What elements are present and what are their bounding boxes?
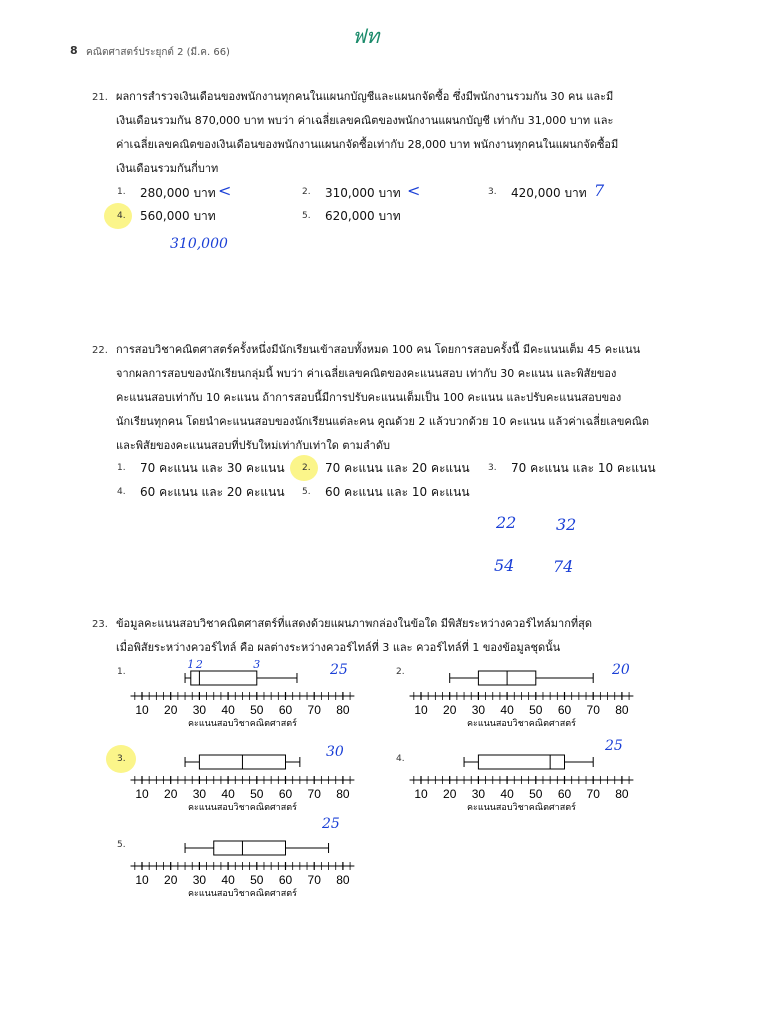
tick-label: 50 [250, 703, 264, 717]
q22-line: และพิสัยของคะแนนสอบที่ปรับใหม่เท่ากับเท่าใด ตามลำดับ [116, 439, 390, 452]
q22-line: จากผลการสอบของนักเรียนกลุ่มนี้ พบว่า ค่าเฉลี่ยเลขคณิตของคะแนนสอบ เท่ากับ 30 คะแนน และพิสัยของ [116, 367, 617, 380]
q21-option-mark: 7 [594, 181, 605, 200]
q22-text [116, 338, 696, 458]
tick-label: 40 [221, 703, 235, 717]
tick-label: 80 [336, 703, 350, 717]
q22-number: 22. [92, 345, 108, 356]
tick-label: 30 [471, 703, 486, 717]
q21-line: ค่าเฉลี่ยเลขคณิตของเงินเดือนของพนักงานแผนกจัดซื้อเท่ากับ 28,000 บาท พนักงานทุกคนในแผนกจัดซื้อมี [116, 138, 619, 151]
tick-label: 80 [336, 873, 350, 887]
tick-label: 70 [586, 703, 600, 717]
boxplot-number: 4. [396, 754, 405, 764]
page-number: 8 [70, 44, 78, 57]
axis-label: คะแนนสอบวิชาคณิตศาสตร์ [187, 719, 297, 729]
q23-text [116, 612, 696, 660]
q23-number: 23. [92, 619, 108, 630]
handwritten-note: 54 [494, 556, 515, 575]
tick-label: 70 [307, 873, 321, 887]
tick-label: 50 [529, 787, 543, 801]
tick-label: 30 [192, 873, 207, 887]
tick-label: 60 [278, 703, 293, 717]
boxplot-number: 2. [396, 667, 405, 677]
handwritten-note: 74 [553, 557, 574, 576]
q22-option-text: 60 คะแนน และ 10 คะแนน [325, 485, 470, 499]
boxplot-number: 3. [117, 754, 126, 764]
axis-label: คะแนนสอบวิชาคณิตศาสตร์ [466, 719, 576, 729]
handwritten-note: 22 [496, 513, 517, 532]
q22-option-text: 70 คะแนน และ 10 คะแนน [511, 461, 656, 475]
q21-line: เงินเดือนรวมกัน 870,000 บาท พบว่า ค่าเฉลี่ยเลขคณิตของพนักงานแผนกบัญชี เท่ากับ 31,000 บาท และ [116, 114, 614, 127]
boxplot-svg [126, 840, 366, 899]
tick-label: 60 [557, 703, 572, 717]
tick-label: 50 [250, 873, 264, 887]
handwritten-note: 25 [322, 816, 340, 832]
tick-label: 70 [307, 703, 321, 717]
q22-option-number: 4. [117, 487, 126, 497]
handwritten-note: 25 [605, 738, 623, 754]
q23-line: เมื่อพิสัยระหว่างควอร์ไทล์ คือ ผลต่างระหว่างควอร์ไทล์ที่ 3 และ ควอร์ไทล์ที่ 1 ของข้อมูลชุดนั้น [116, 641, 561, 654]
q21-option-number: 4. [117, 211, 126, 221]
tick-label: 60 [278, 787, 293, 801]
q21-option-number: 1. [117, 187, 126, 197]
quartile-annotation: 3 [253, 658, 261, 671]
q21-option-number: 3. [488, 187, 497, 197]
tick-label: 30 [471, 787, 486, 801]
box [214, 841, 286, 855]
tick-label: 80 [336, 787, 350, 801]
q21-text [116, 85, 696, 181]
q22-option-number: 3. [488, 463, 497, 473]
tick-label: 40 [500, 703, 514, 717]
handwritten-note: 25 [330, 662, 348, 678]
handwritten-note: 310,000 [170, 236, 228, 252]
boxplot-svg [126, 754, 366, 813]
boxplot-number: 1. [117, 667, 126, 677]
axis-label: คะแนนสอบวิชาคณิตศาสตร์ [466, 803, 576, 813]
quartile-annotation: 2 [195, 658, 203, 671]
tick-label: 60 [278, 873, 293, 887]
q21-option-text: 310,000 บาท [325, 186, 401, 200]
tick-label: 10 [414, 703, 428, 717]
q23-line: ข้อมูลคะแนนสอบวิชาคณิตศาสตร์ที่แสดงด้วยแผนภาพกล่องในข้อใด มีพิสัยระหว่างควอร์ไทล์มากที่สุด [116, 617, 592, 630]
handwritten-stamp: ฟท [352, 24, 380, 48]
tick-label: 20 [164, 787, 178, 801]
q21-option-number: 5. [302, 211, 311, 221]
tick-label: 80 [615, 787, 629, 801]
q21-option-text: 280,000 บาท [140, 186, 216, 200]
q21-option-number: 2. [302, 187, 311, 197]
q22-line: การสอบวิชาคณิตศาสตร์ครั้งหนึ่งมีนักเรียนเข้าสอบทั้งหมด 100 คน โดยการสอบครั้งนี้ มีคะแนนเต็ม 45 คะแนน [116, 343, 641, 356]
q21-option-text: 420,000 บาท [511, 186, 587, 200]
tick-label: 20 [443, 703, 457, 717]
boxplot-svg [405, 670, 645, 729]
q21-option-mark: < [218, 181, 232, 200]
handwritten-note: 20 [612, 662, 630, 678]
tick-label: 30 [192, 703, 207, 717]
tick-label: 70 [586, 787, 600, 801]
q22-option-text: 70 คะแนน และ 20 คะแนน [325, 461, 470, 475]
q21-option-text: 620,000 บาท [325, 209, 401, 223]
box [191, 671, 257, 685]
boxplot-number: 5. [117, 840, 126, 850]
tick-label: 20 [164, 703, 178, 717]
q22-option-number: 1. [117, 463, 126, 473]
tick-label: 40 [221, 787, 235, 801]
q22-option-text: 70 คะแนน และ 30 คะแนน [140, 461, 285, 475]
tick-label: 40 [221, 873, 235, 887]
tick-label: 10 [414, 787, 428, 801]
q22-option-number: 5. [302, 487, 311, 497]
q21-line: ผลการสำรวจเงินเดือนของพนักงานทุกคนในแผนกบัญชีและแผนกจัดซื้อ ซึ่งมีพนักงานรวมกัน 30 คน และมี [116, 90, 614, 103]
q21-line: เงินเดือนรวมกันกี่บาท [116, 162, 219, 175]
tick-label: 10 [135, 787, 149, 801]
tick-label: 10 [135, 873, 149, 887]
tick-label: 20 [443, 787, 457, 801]
handwritten-note: 30 [326, 744, 344, 760]
q21-option-mark: < [407, 181, 421, 200]
tick-label: 20 [164, 873, 178, 887]
q21-number: 21. [92, 92, 108, 103]
axis-label: คะแนนสอบวิชาคณิตศาสตร์ [187, 803, 297, 813]
q22-line: คะแนนสอบเท่ากับ 10 คะแนน ถ้าการสอบนี้มีการปรับคะแนนเต็มเป็น 100 คะแนน และปรับคะแนนสอบของ [116, 391, 622, 404]
tick-label: 50 [529, 703, 543, 717]
tick-label: 30 [192, 787, 207, 801]
tick-label: 50 [250, 787, 264, 801]
axis-label: คะแนนสอบวิชาคณิตศาสตร์ [187, 889, 297, 899]
tick-label: 40 [500, 787, 514, 801]
box [478, 755, 564, 769]
tick-label: 70 [307, 787, 321, 801]
tick-label: 60 [557, 787, 572, 801]
tick-label: 80 [615, 703, 629, 717]
running-header: คณิตศาสตร์ประยุกต์ 2 (มี.ค. 66) [86, 47, 230, 58]
handwritten-note: 32 [556, 515, 577, 534]
q22-option-number: 2. [302, 463, 311, 473]
quartile-annotation: 1 [187, 658, 195, 671]
boxplot-svg [405, 754, 645, 813]
tick-label: 10 [135, 703, 149, 717]
q22-option-text: 60 คะแนน และ 20 คะแนน [140, 485, 285, 499]
q21-option-text: 560,000 บาท [140, 209, 216, 223]
q22-line: นักเรียนทุกคน โดยนำคะแนนสอบของนักเรียนแต่ละคน คูณด้วย 2 แล้วบวกด้วย 10 คะแนน แล้วค่าเฉลี่ยเลขคณิต [116, 415, 650, 428]
